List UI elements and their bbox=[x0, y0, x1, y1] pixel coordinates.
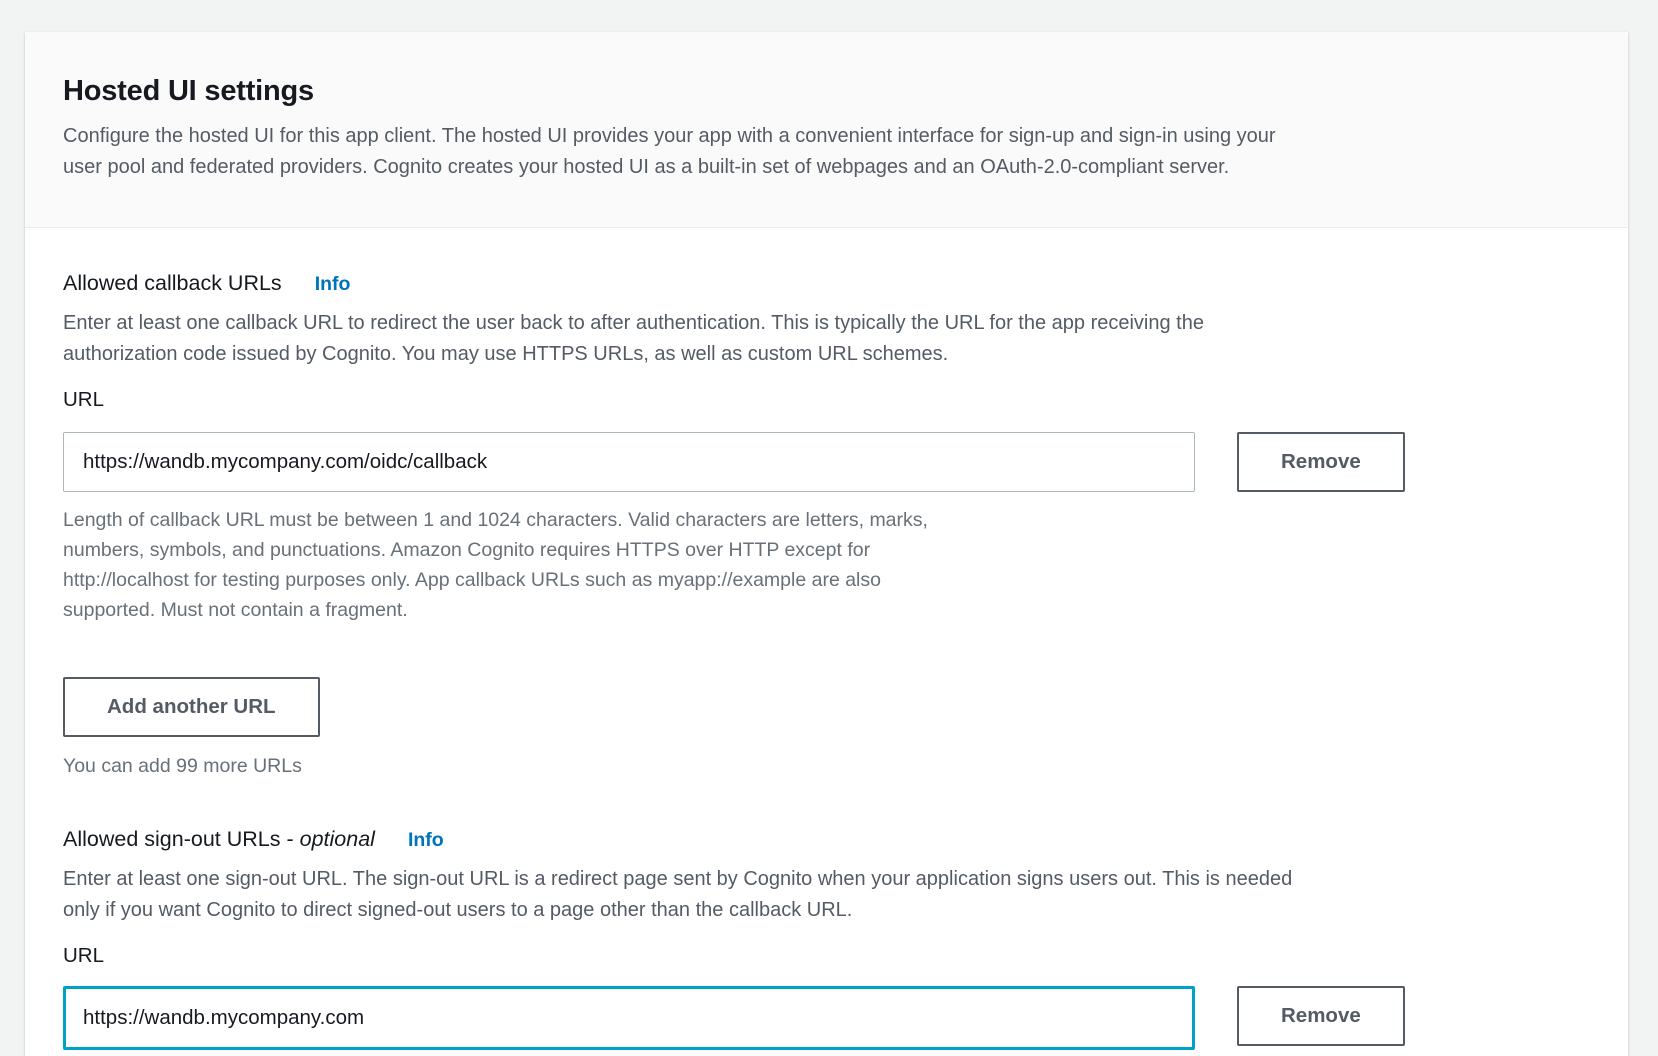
header-description-line: user pool and federated providers. Cognito creates your hosted UI as a built-in set of webpages and an OAuth-2.0-compliant server. bbox=[63, 156, 1230, 178]
callback-description bbox=[63, 308, 1590, 370]
allowed-signout-urls-label bbox=[63, 826, 375, 852]
signout-description bbox=[63, 864, 1590, 926]
signout-info-link[interactable]: Info bbox=[407, 829, 444, 851]
add-another-url-button[interactable]: Add another URL bbox=[63, 677, 320, 737]
header-description-line: Configure the hosted UI for this app client. The hosted UI provides your app with a convenient interface for sign-up and sign-in using your bbox=[63, 125, 1276, 147]
callback-url-label: URL bbox=[63, 388, 105, 411]
constraint-line: supported. Must not contain a fragment. bbox=[63, 599, 408, 621]
signout-description-line: only if you want Cognito to direct signed-out users to a page other than the callback URL. bbox=[63, 899, 853, 921]
callback-info-link[interactable]: Info bbox=[314, 273, 351, 295]
card-body bbox=[25, 228, 1628, 1050]
signout-url-input[interactable] bbox=[63, 986, 1195, 1050]
allowed-callback-urls-section bbox=[63, 270, 1590, 778]
page-title: Hosted UI settings bbox=[63, 75, 314, 107]
remove-signout-url-button[interactable]: Remove bbox=[1237, 986, 1405, 1046]
card-header bbox=[25, 32, 1628, 228]
remaining-urls-counter: You can add 99 more URLs bbox=[63, 755, 302, 777]
header-description bbox=[63, 121, 1590, 183]
callback-label-row bbox=[63, 270, 1590, 296]
signout-url-row bbox=[63, 986, 1590, 1050]
signout-description-line: Enter at least one sign-out URL. The sign-out URL is a redirect page sent by Cognito when your application signs users out. This is needed bbox=[63, 868, 1293, 890]
allowed-signout-urls-section bbox=[63, 826, 1590, 1050]
hosted-ui-settings-card bbox=[25, 32, 1628, 1056]
constraint-line: numbers, symbols, and punctuations. Amazon Cognito requires HTTPS over HTTP except for bbox=[63, 539, 871, 561]
allowed-callback-urls-label: Allowed callback URLs bbox=[63, 271, 282, 295]
remove-callback-url-button[interactable]: Remove bbox=[1237, 432, 1405, 492]
callback-url-input[interactable] bbox=[63, 432, 1195, 492]
constraint-line: http://localhost for testing purposes only. App callback URLs such as myapp://example are also bbox=[63, 569, 881, 591]
optional-text: optional bbox=[299, 827, 375, 851]
constraint-line: Length of callback URL must be between 1 and 1024 characters. Valid characters are letters, marks, bbox=[63, 509, 928, 531]
signout-label-row bbox=[63, 826, 1590, 852]
callback-description-line: Enter at least one callback URL to redirect the user back to after authentication. This is typically the URL for the app receiving the bbox=[63, 312, 1204, 334]
callback-constraint-text bbox=[63, 505, 1590, 625]
signout-label-text: Allowed sign-out URLs - bbox=[63, 827, 300, 851]
callback-url-row bbox=[63, 432, 1590, 492]
signout-url-label: URL bbox=[63, 944, 105, 967]
callback-description-line: authorization code issued by Cognito. You may use HTTPS URLs, as well as custom URL schemes. bbox=[63, 343, 949, 365]
